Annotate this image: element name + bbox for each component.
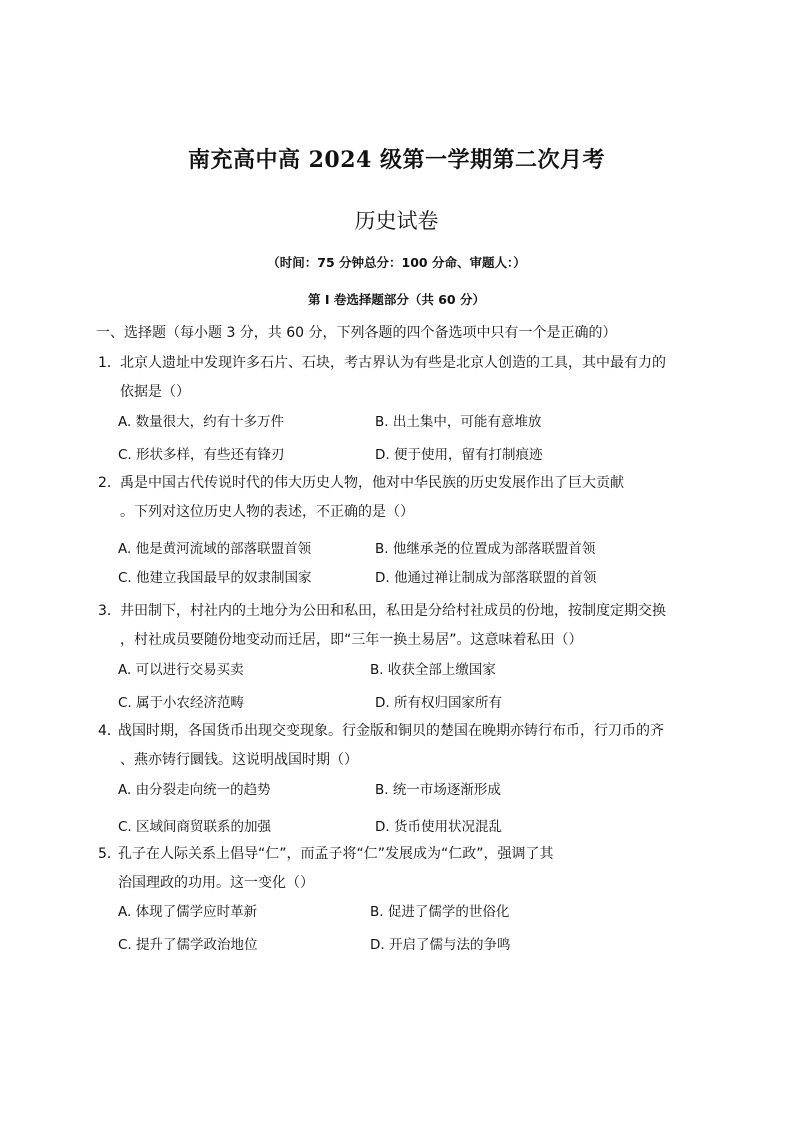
option-a: A. 体现了儒学应时革新	[118, 904, 258, 920]
question-number: 1．	[98, 355, 121, 371]
option-d: D. 便于使用，留有打制痕迹	[375, 447, 543, 463]
option-d: D. 所有权归国家所有	[375, 695, 502, 711]
question-text: 北京人遗址中发现许多石片、石块，考古界认为有些是北京人创造的工具，其中最有力的	[120, 355, 666, 371]
option-c: C. 他建立我国最早的奴隶制国家	[118, 570, 312, 586]
question-text: 依据是（）	[120, 384, 190, 400]
section-title: 第 I 卷选择题部分（共 60 分）	[308, 292, 485, 307]
option-a: A. 数量很大，约有十多万件	[118, 414, 285, 430]
option-c: C. 属于小农经济范畴	[118, 695, 245, 711]
option-b: B. 出土集中，可能有意堆放	[375, 414, 542, 430]
option-c: C. 形状多样，有些还有锋刃	[118, 447, 285, 463]
option-b: B. 收获全部上缴国家	[370, 662, 496, 678]
question-number: 4．	[98, 723, 121, 739]
question-number: 3．	[98, 603, 121, 619]
question-text: 治国理政的功用。这一变化（）	[118, 875, 314, 891]
option-d: D. 货币使用状况混乱	[375, 819, 502, 835]
option-b: B. 统一市场逐渐形成	[375, 782, 501, 798]
option-b: B. 他继承尧的位置成为部落联盟首领	[375, 541, 596, 557]
question-text: 禹是中国古代传说时代的伟大历史人物，他对中华民族的历史发展作出了巨大贡献	[120, 475, 624, 491]
part-heading: 一、选择题（每小题 3 分，共 60 分，下列各题的四个备选项中只有一个是正确的）	[96, 325, 617, 341]
exam-title: 南充高中高 2024 级第一学期第二次月考	[187, 147, 606, 173]
question-text: 、燕亦铸行圜钱。这说明战国时期（）	[120, 752, 358, 768]
exam-meta: （时间：75 分钟总分：100 分命、审题人：）	[267, 255, 526, 270]
option-a: A. 由分裂走向统一的趋势	[118, 782, 271, 798]
option-d: D. 他通过禅让制成为部落联盟的首领	[375, 570, 597, 586]
question-number: 5．	[98, 846, 121, 862]
option-b: B. 促进了儒学的世俗化	[370, 904, 510, 920]
question-text: 孔子在人际关系上倡导“仁”，而孟子将“仁”发展成为“仁政”，强调了其	[118, 846, 554, 862]
option-c: C. 区域间商贸联系的加强	[118, 819, 272, 835]
option-c: C. 提升了儒学政治地位	[118, 937, 258, 953]
question-text: ，村社成员要随份地变动而迁居，即“三年一换土易居”。这意味着私田（）	[120, 632, 583, 648]
question-text: 。下列对这位历史人物的表述，不正确的是（）	[120, 504, 414, 520]
option-a: A. 他是黄河流域的部落联盟首领	[118, 541, 312, 557]
option-d: D. 开启了儒与法的争鸣	[370, 937, 511, 953]
question-text: 井田制下，村社内的土地分为公田和私田，私田是分给村社成员的份地，按制度定期交换	[120, 603, 666, 619]
question-text: 战国时期，各国货币出现交变现象。行金版和铜贝的楚国在晚期亦铸行布币，行刀币的齐	[118, 723, 664, 739]
option-a: A. 可以进行交易买卖	[118, 662, 244, 678]
question-number: 2．	[98, 475, 121, 491]
exam-subject: 历史试卷	[354, 209, 439, 233]
